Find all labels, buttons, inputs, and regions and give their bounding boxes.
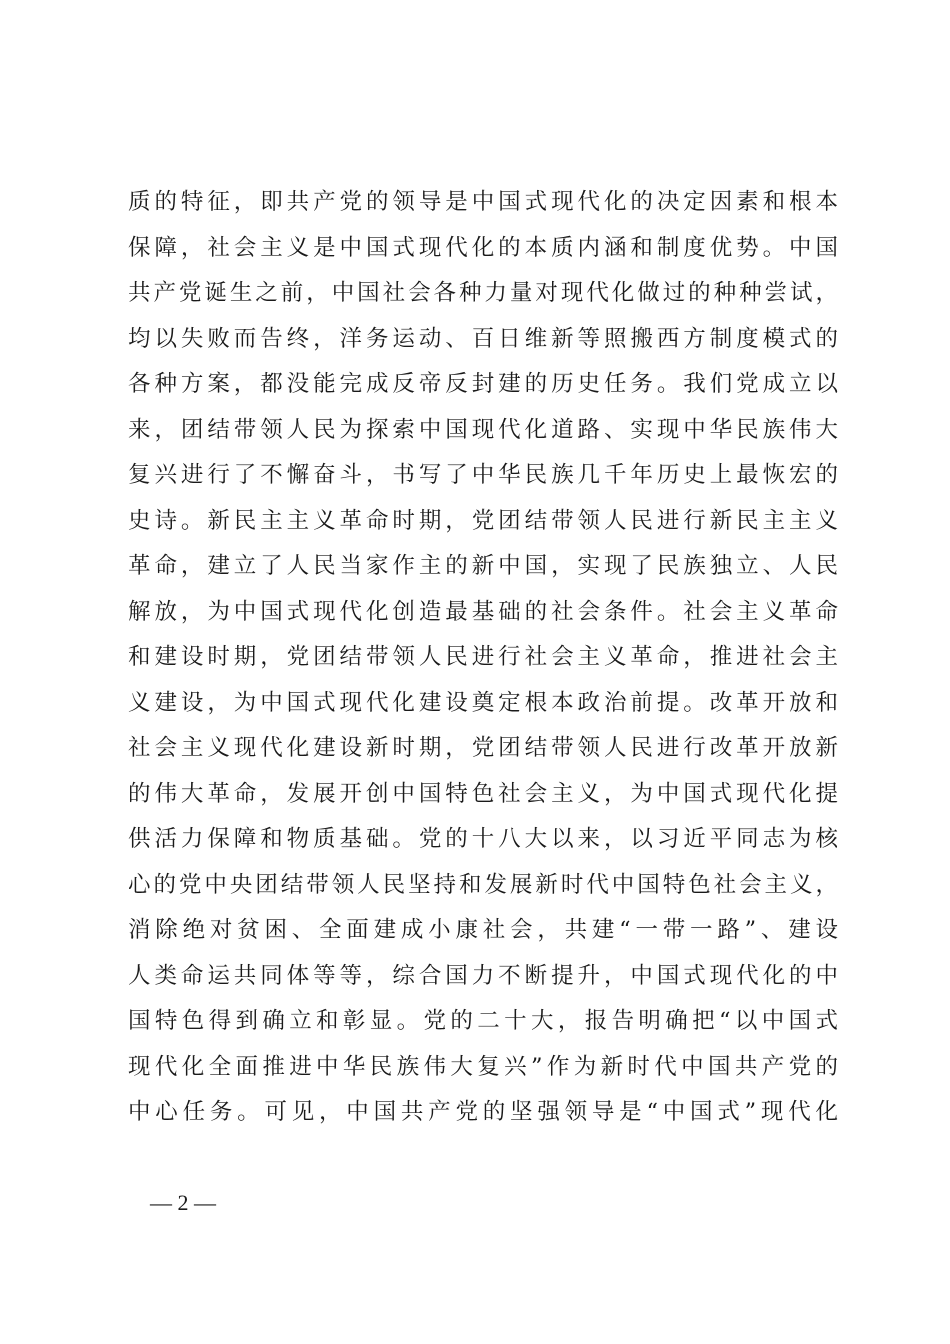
text-line: 各种方案，都没能完成反帝反封建的历史任务。我们党成立以 [128, 371, 838, 397]
text-line: 供活力保障和物质基础。党的十八大以来，以习近平同志为核 [128, 826, 838, 852]
text-line: 消除绝对贫困、全面建成小康社会，共建“一带一路”、建设 [128, 917, 838, 943]
text-line: 人类命运共同体等等，综合国力不断提升，中国式现代化的中 [128, 962, 838, 989]
text-line: 现代化全面推进中华民族伟大复兴”作为新时代中国共产党的 [128, 1053, 838, 1080]
text-line: 史诗。新民主主义革命时期，党团结带领人民进行新民主主义 [128, 507, 838, 534]
text-line: 革命，建立了人民当家作主的新中国，实现了民族独立、人民 [128, 553, 838, 579]
text-line: 共产党诞生之前，中国社会各种力量对现代化做过的种种尝试， [128, 280, 838, 306]
body-text [128, 180, 838, 1136]
text-line: 义建设，为中国式现代化建设奠定根本政治前提。改革开放和 [128, 689, 838, 716]
page-number: — 2 — [150, 1190, 216, 1215]
text-line: 均以失败而告终，洋务运动、百日维新等照搬西方制度模式的 [128, 325, 838, 352]
text-line: 质的特征，即共产党的领导是中国式现代化的决定因素和根本 [128, 189, 838, 215]
text-line: 国特色得到确立和彰显。党的二十大，报告明确把“以中国式 [128, 1008, 838, 1034]
text-line: 的伟大革命，发展开创中国特色社会主义，为中国式现代化提 [128, 780, 838, 807]
text-line: 社会主义现代化建设新时期，党团结带领人民进行改革开放新 [128, 735, 838, 761]
text-line: 保障，社会主义是中国式现代化的本质内涵和制度优势。中国 [128, 234, 838, 261]
text-line: 和建设时期，党团结带领人民进行社会主义革命，推进社会主 [128, 644, 838, 670]
text-line: 解放，为中国式现代化创造最基础的社会条件。社会主义革命 [128, 598, 838, 625]
text-line: 复兴进行了不懈奋斗，书写了中华民族几千年历史上最恢宏的 [128, 462, 838, 488]
text-line: 来，团结带领人民为探索中国现代化道路、实现中华民族伟大 [128, 416, 838, 443]
text-line: 心的党中央团结带领人民坚持和发展新时代中国特色社会主义， [128, 871, 838, 898]
text-line: 中心任务。可见，中国共产党的坚强领导是“中国式”现代化 [128, 1099, 838, 1125]
